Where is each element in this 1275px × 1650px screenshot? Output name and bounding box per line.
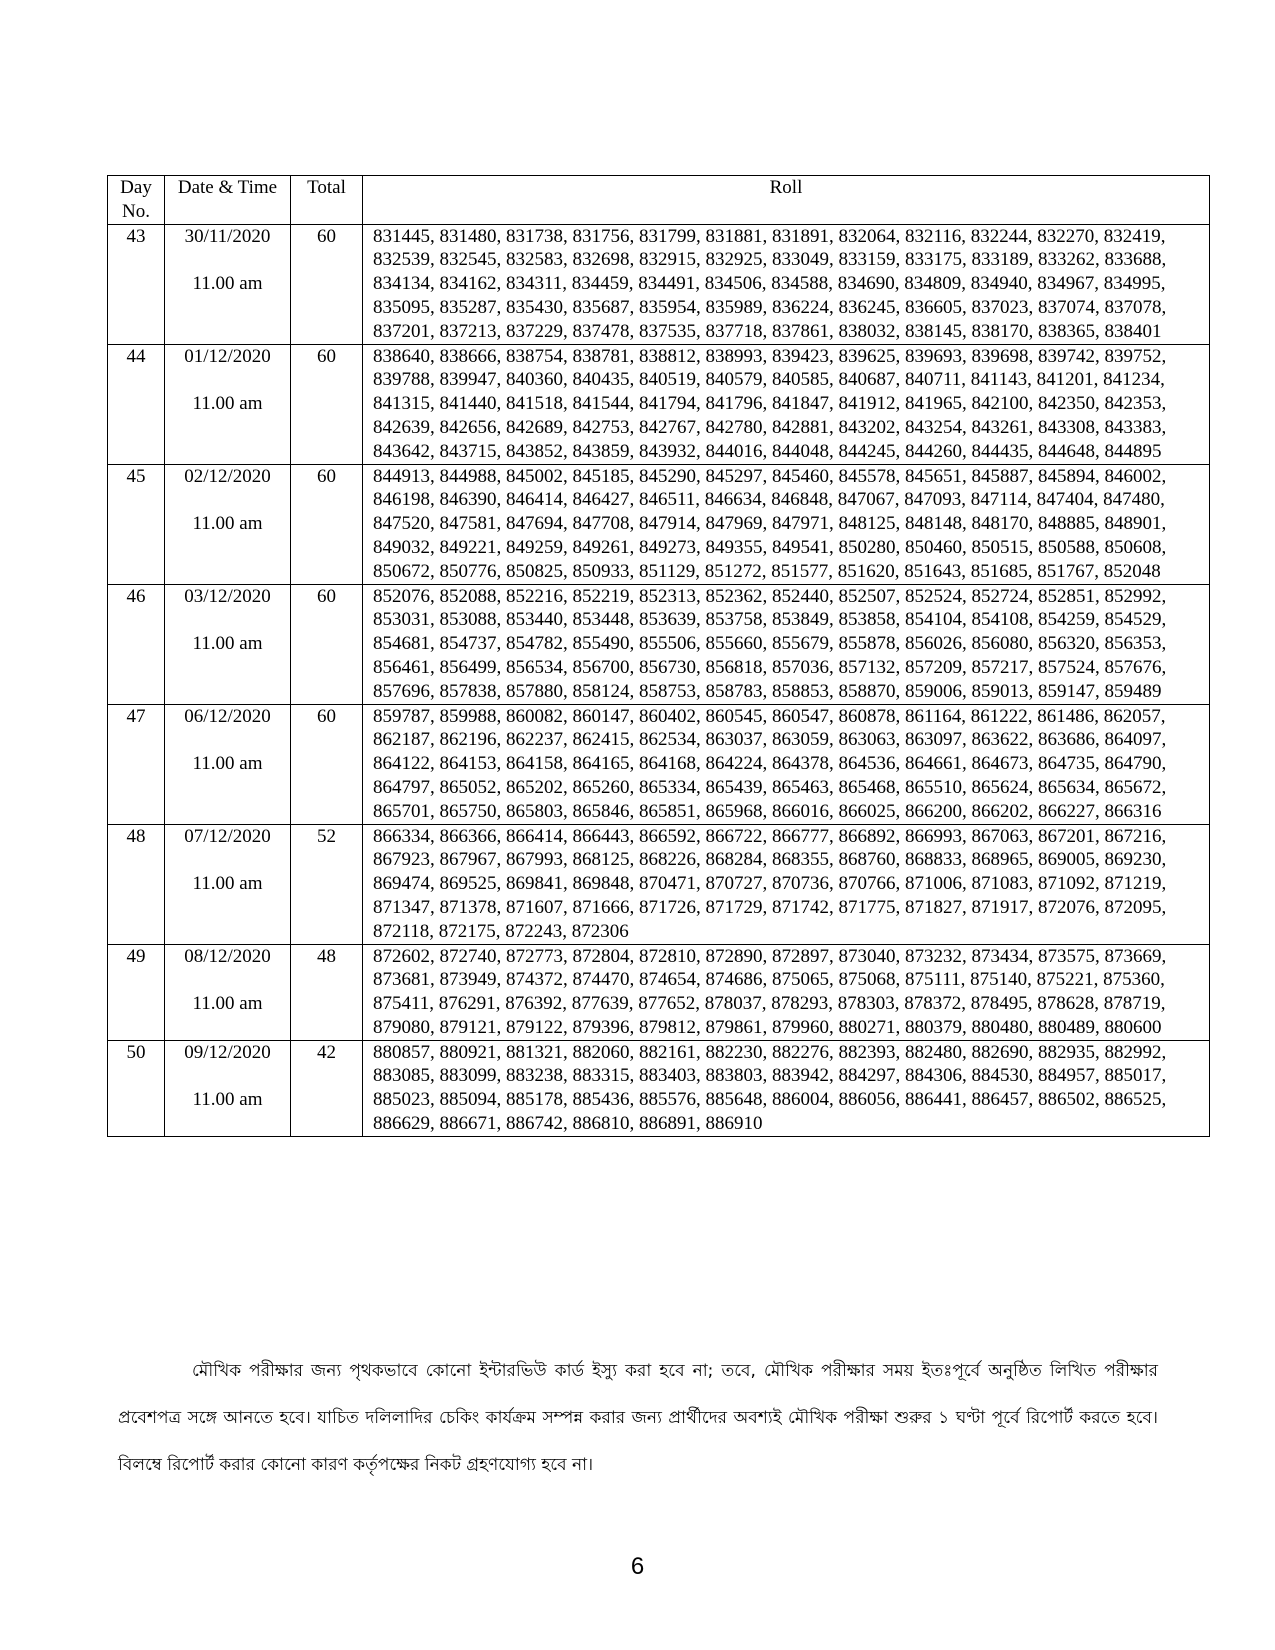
roll-list: 831445, 831480, 831738, 831756, 831799, 831881, 831891, 832064, 832116, 832244, 832270, 832419, 832539, 832545, 832583, 832698, 832915, 832925, 833049, 833159, 833175, 833189, 833262, 833688, 834134, 834162, 834311, 834459, 834491, 834506, 834588, 834690, 834809, 834940, 834967, 834995, 835095, 835287, 835430, 835687, 835954, 835989, 836224, 836245, 836605, 837023, 837074, 837078, 837201, 837213, 837229, 837478, 837535, 837718, 837861, 838032, 838145, 838170, 838365, 838401 bbox=[363, 224, 1210, 344]
date-time-cell bbox=[165, 944, 291, 1040]
viva-instructions bbox=[118, 1348, 1158, 1489]
exam-date: 30/11/2020 bbox=[184, 225, 271, 247]
exam-time: 11.00 am bbox=[192, 633, 263, 655]
notice-paragraph: মৌখিক পরীক্ষার জন্য পৃথকভাবে কোনো ইন্টারভিউ কার্ড ইস্যু করা হবে না; তবে, মৌখিক পরীক্ষার সময় ইতঃপূর্বে অনুষ্ঠিত লিখিত পরীক্ষার প্রবেশপত্র সঙ্গে আনতে হবে। যাচিত দলিলাদির চেকিং কার্যক্রম সম্পন্ন করার জন্য প্রার্থীদের অবশ্যই মৌখিক পরীক্ষা শুরুর ১ ঘণ্টা পূর্বে রিপোর্ট করতে হবে। বিলম্বে রিপোর্ট করার কোনো কারণ কর্তৃপক্ষের নিকট গ্রহণযোগ্য হবে না। bbox=[118, 1361, 1158, 1475]
exam-time: 11.00 am bbox=[192, 393, 263, 415]
day-number: 50 bbox=[108, 1040, 165, 1136]
total-count: 48 bbox=[291, 944, 363, 1040]
date-time-cell bbox=[165, 224, 291, 344]
total-count: 60 bbox=[291, 704, 363, 824]
header-date: Date & Time bbox=[165, 176, 291, 225]
day-number: 47 bbox=[108, 704, 165, 824]
exam-date: 03/12/2020 bbox=[184, 585, 271, 607]
page-number: 6 bbox=[630, 1553, 645, 1580]
exam-date: 02/12/2020 bbox=[184, 465, 271, 487]
roll-list: 838640, 838666, 838754, 838781, 838812, 838993, 839423, 839625, 839693, 839698, 839742, 839752, 839788, 839947, 840360, 840435, 840519, 840579, 840585, 840687, 840711, 841143, 841201, 841234, 841315, 841440, 841518, 841544, 841794, 841796, 841847, 841912, 841965, 842100, 842350, 842353, 842639, 842656, 842689, 842753, 842767, 842780, 842881, 843202, 843254, 843261, 843308, 843383, 843642, 843715, 843852, 843859, 843932, 844016, 844048, 844245, 844260, 844435, 844648, 844895 bbox=[363, 344, 1210, 464]
exam-date: 07/12/2020 bbox=[184, 825, 271, 847]
table-row bbox=[108, 1040, 1210, 1136]
table-row bbox=[108, 344, 1210, 464]
exam-date: 09/12/2020 bbox=[184, 1041, 271, 1063]
table-row bbox=[108, 944, 1210, 1040]
exam-time: 11.00 am bbox=[192, 753, 263, 775]
header-total: Total bbox=[291, 176, 363, 225]
exam-date: 08/12/2020 bbox=[184, 945, 271, 967]
roll-list: 872602, 872740, 872773, 872804, 872810, 872890, 872897, 873040, 873232, 873434, 873575, 873669, 873681, 873949, 874372, 874470, 874654, 874686, 875065, 875068, 875111, 875140, 875221, 875360, 875411, 876291, 876392, 877639, 877652, 878037, 878293, 878303, 878372, 878495, 878628, 878719, 879080, 879121, 879122, 879396, 879812, 879861, 879960, 880271, 880379, 880480, 880489, 880600 bbox=[363, 944, 1210, 1040]
date-time-cell bbox=[165, 1040, 291, 1136]
table-row bbox=[108, 704, 1210, 824]
exam-date: 06/12/2020 bbox=[184, 705, 271, 727]
exam-time: 11.00 am bbox=[192, 513, 263, 535]
table-row bbox=[108, 584, 1210, 704]
day-number: 44 bbox=[108, 344, 165, 464]
exam-time: 11.00 am bbox=[192, 1089, 263, 1111]
roll-list: 859787, 859988, 860082, 860147, 860402, 860545, 860547, 860878, 861164, 861222, 861486, 862057, 862187, 862196, 862237, 862415, 862534, 863037, 863059, 863063, 863097, 863622, 863686, 864097, 864122, 864153, 864158, 864165, 864168, 864224, 864378, 864536, 864661, 864673, 864735, 864790, 864797, 865052, 865202, 865260, 865334, 865439, 865463, 865468, 865510, 865624, 865634, 865672, 865701, 865750, 865803, 865846, 865851, 865968, 866016, 866025, 866200, 866202, 866227, 866316 bbox=[363, 704, 1210, 824]
date-time-cell bbox=[165, 824, 291, 944]
roll-list: 852076, 852088, 852216, 852219, 852313, 852362, 852440, 852507, 852524, 852724, 852851, 852992, 853031, 853088, 853440, 853448, 853639, 853758, 853849, 853858, 854104, 854108, 854259, 854529, 854681, 854737, 854782, 855490, 855506, 855660, 855679, 855878, 856026, 856080, 856320, 856353, 856461, 856499, 856534, 856700, 856730, 856818, 857036, 857132, 857209, 857217, 857524, 857676, 857696, 857838, 857880, 858124, 858753, 858783, 858853, 858870, 859006, 859013, 859147, 859489 bbox=[363, 584, 1210, 704]
total-count: 42 bbox=[291, 1040, 363, 1136]
date-time-cell bbox=[165, 584, 291, 704]
day-number: 45 bbox=[108, 464, 165, 584]
table-row bbox=[108, 224, 1210, 344]
day-number: 49 bbox=[108, 944, 165, 1040]
day-number: 43 bbox=[108, 224, 165, 344]
header-roll: Roll bbox=[363, 176, 1210, 225]
viva-schedule-table bbox=[107, 175, 1210, 1137]
exam-date: 01/12/2020 bbox=[184, 345, 271, 367]
table-row bbox=[108, 464, 1210, 584]
total-count: 60 bbox=[291, 464, 363, 584]
total-count: 60 bbox=[291, 584, 363, 704]
exam-time: 11.00 am bbox=[192, 273, 263, 295]
roll-list: 844913, 844988, 845002, 845185, 845290, 845297, 845460, 845578, 845651, 845887, 845894, 846002, 846198, 846390, 846414, 846427, 846511, 846634, 846848, 847067, 847093, 847114, 847404, 847480, 847520, 847581, 847694, 847708, 847914, 847969, 847971, 848125, 848148, 848170, 848885, 848901, 849032, 849221, 849259, 849261, 849273, 849355, 849541, 850280, 850460, 850515, 850588, 850608, 850672, 850776, 850825, 850933, 851129, 851272, 851577, 851620, 851643, 851685, 851767, 852048 bbox=[363, 464, 1210, 584]
total-count: 60 bbox=[291, 344, 363, 464]
roll-list: 866334, 866366, 866414, 866443, 866592, 866722, 866777, 866892, 866993, 867063, 867201, 867216, 867923, 867967, 867993, 868125, 868226, 868284, 868355, 868760, 868833, 868965, 869005, 869230, 869474, 869525, 869841, 869848, 870471, 870727, 870736, 870766, 871006, 871083, 871092, 871219, 871347, 871378, 871607, 871666, 871726, 871729, 871742, 871775, 871827, 871917, 872076, 872095, 872118, 872175, 872243, 872306 bbox=[363, 824, 1210, 944]
day-number: 48 bbox=[108, 824, 165, 944]
date-time-cell bbox=[165, 704, 291, 824]
header-day: Day No. bbox=[108, 176, 165, 225]
date-time-cell bbox=[165, 464, 291, 584]
exam-time: 11.00 am bbox=[192, 993, 263, 1015]
table-header-row bbox=[108, 176, 1210, 225]
table-row bbox=[108, 824, 1210, 944]
total-count: 60 bbox=[291, 224, 363, 344]
total-count: 52 bbox=[291, 824, 363, 944]
roll-list: 880857, 880921, 881321, 882060, 882161, 882230, 882276, 882393, 882480, 882690, 882935, 882992, 883085, 883099, 883238, 883315, 883403, 883803, 883942, 884297, 884306, 884530, 884957, 885017, 885023, 885094, 885178, 885436, 885576, 885648, 886004, 886056, 886441, 886457, 886502, 886525, 886629, 886671, 886742, 886810, 886891, 886910 bbox=[363, 1040, 1210, 1136]
date-time-cell bbox=[165, 344, 291, 464]
exam-time: 11.00 am bbox=[192, 873, 263, 895]
day-number: 46 bbox=[108, 584, 165, 704]
